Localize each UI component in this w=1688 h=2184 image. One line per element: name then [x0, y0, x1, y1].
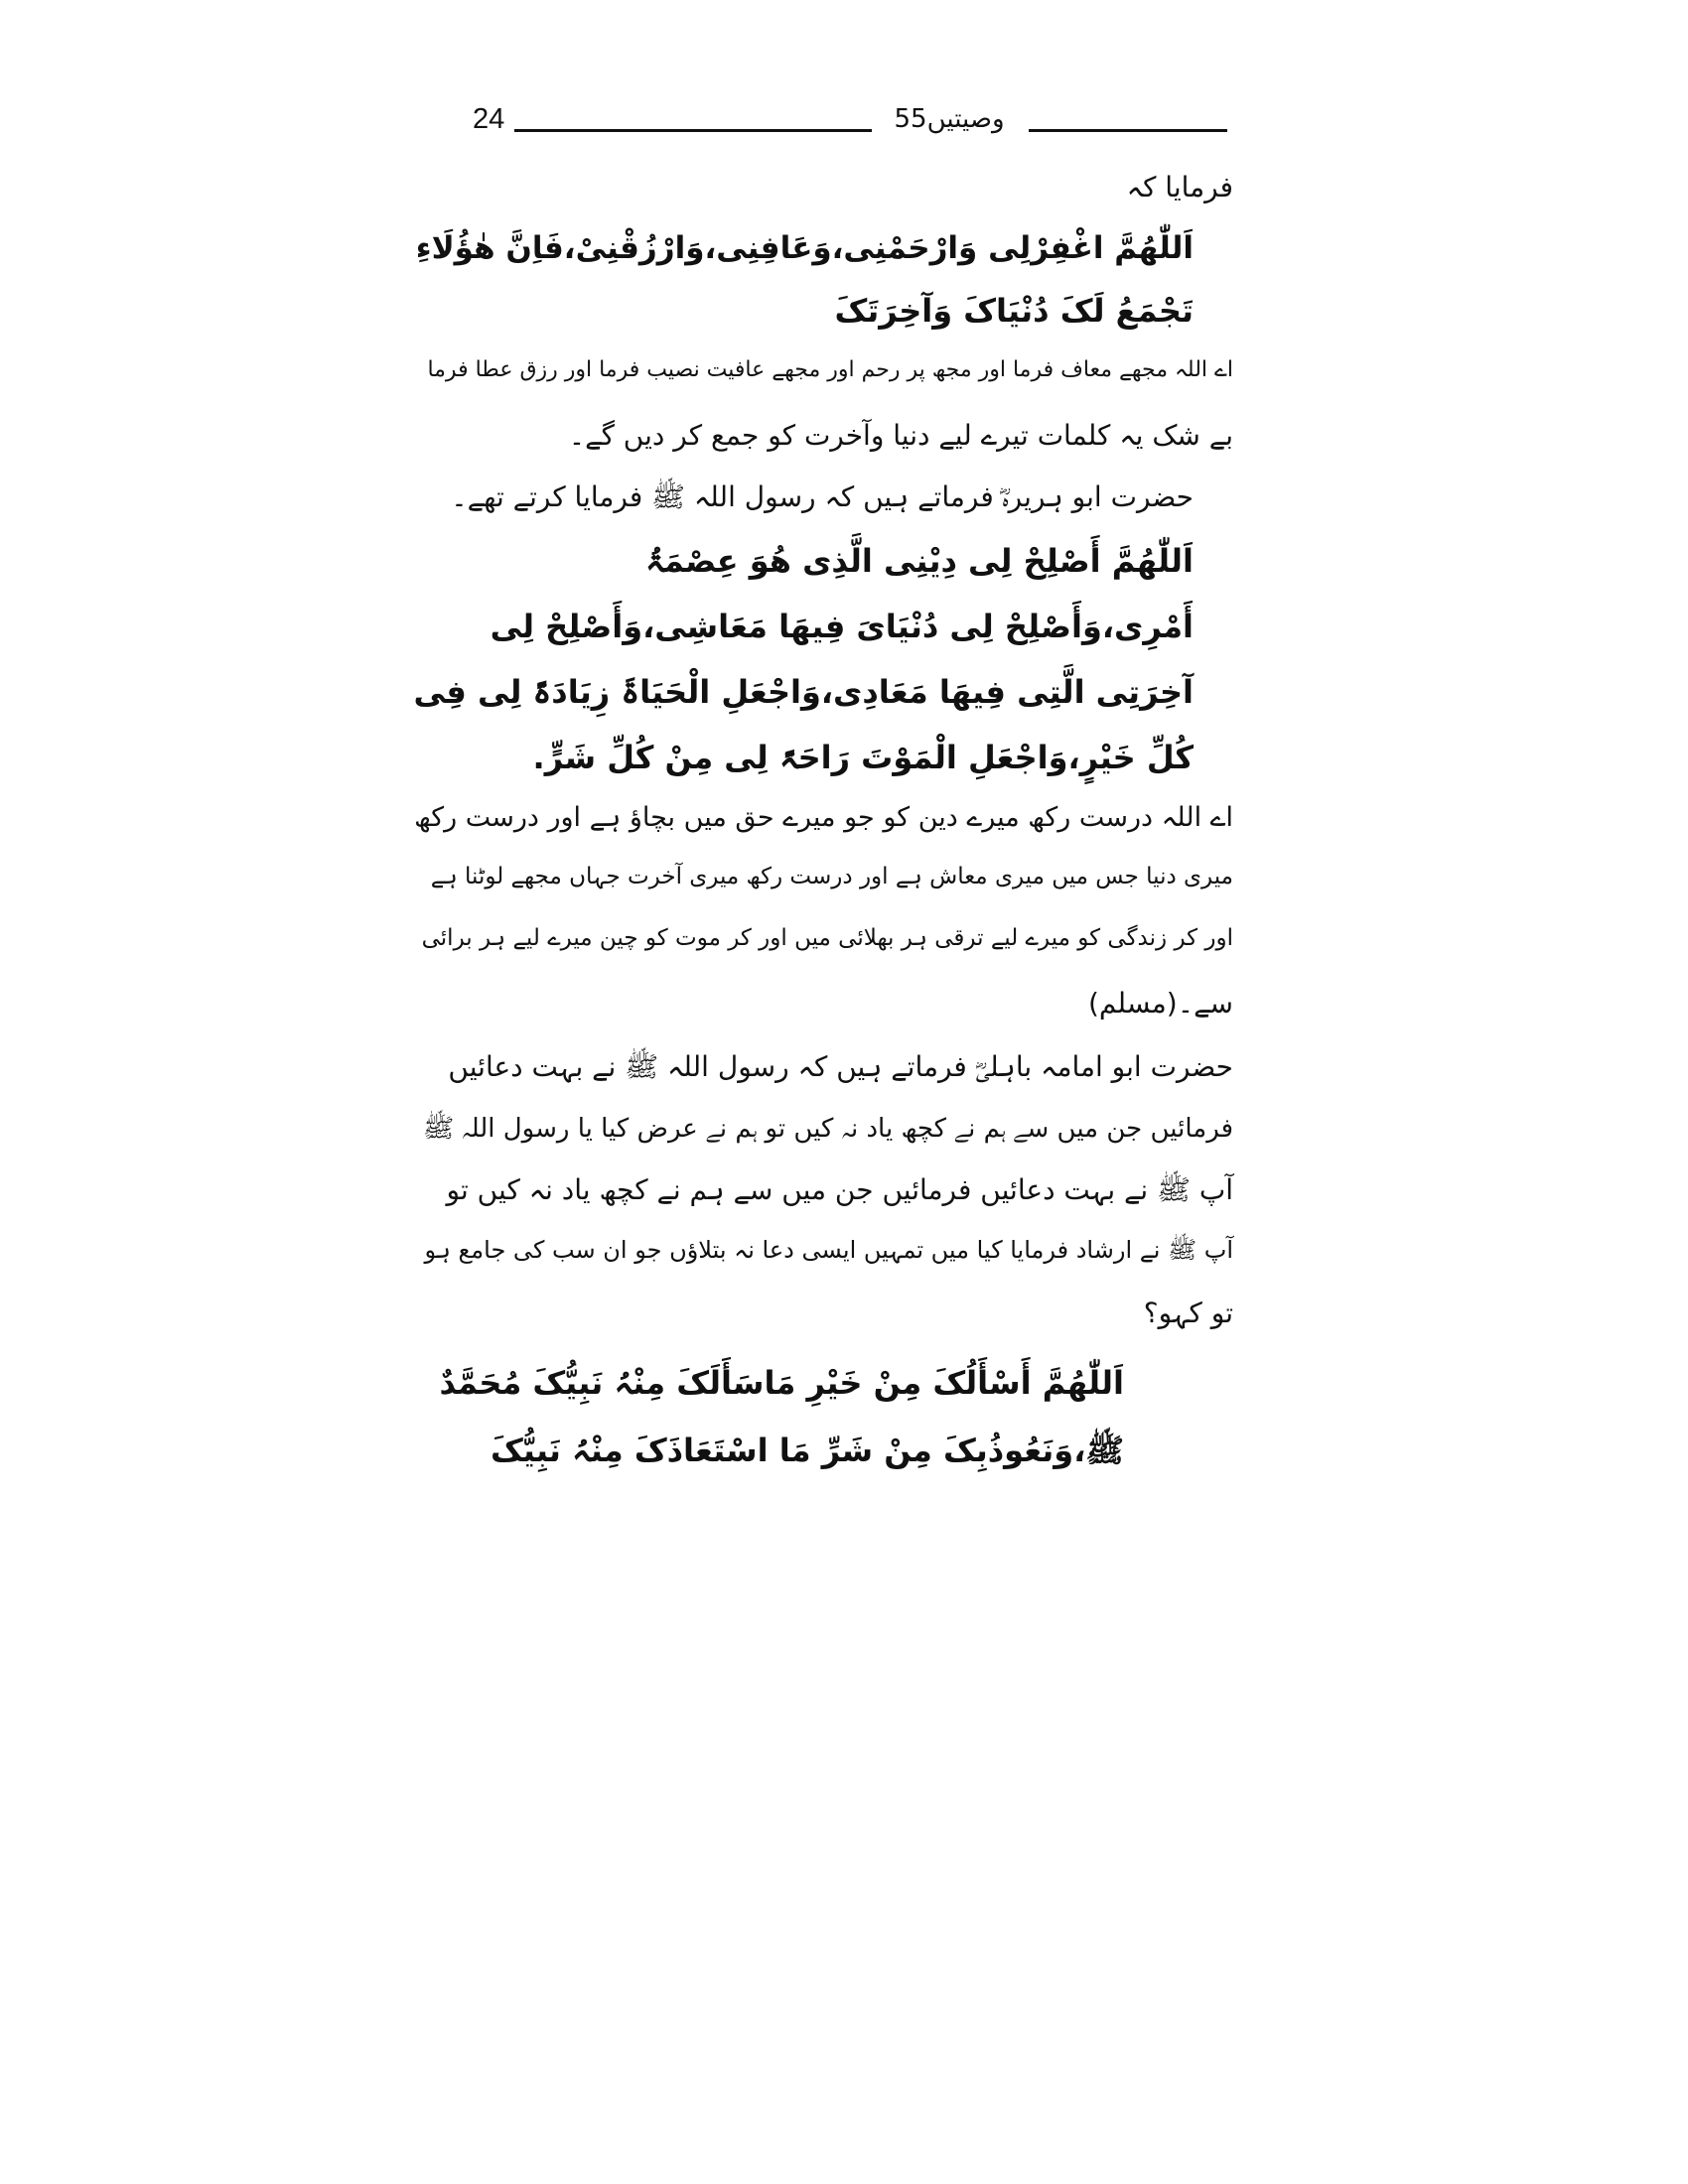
arabic-dua-line: تَجْمَعُ لَکَ دُنْیَاکَ وَآخِرَتَکَ — [834, 292, 1194, 330]
header-rule-right — [1029, 129, 1227, 132]
urdu-text-line: تو کہو؟ — [1143, 1297, 1233, 1329]
arabic-dua-line: ﷺ،وَنَعُوذُبِکَ مِنْ شَرِّ مَا اسْتَعَاذَکَ مِنْہُ نَبِیُّکَ — [491, 1432, 1124, 1469]
book-title: 55وصیتیں — [894, 104, 1005, 134]
page-number: 24 — [473, 103, 505, 135]
urdu-text-line: بے شک یہ کلمات تیرے لیے دنیا وآخرت کو جمع کر دیں گے۔ — [568, 419, 1233, 452]
urdu-text-line: اے اللہ مجھے معاف فرما اور مجھ پر رحم اور مجھے عافیت نصیب فرما اور رزق عطا فرما — [427, 357, 1233, 382]
arabic-dua-line: اَللّٰھُمَّ اغْفِرْلِی وَارْحَمْنِی،وَعَافِنِی،وَارْزُقْنِیْ،فَاِنَّ ھٰؤُلَاءِ — [415, 230, 1194, 266]
urdu-text-line: سے۔(مسلم) — [1087, 987, 1233, 1020]
header-rule-left — [514, 129, 872, 132]
page-header — [473, 101, 1227, 137]
arabic-dua-line: کُلِّ خَیْرٍ،وَاجْعَلِ الْمَوْتَ رَاحَۃً لِی مِنْ کُلِّ شَرٍّ. — [532, 739, 1194, 776]
urdu-text-line: فرمایا کہ — [1126, 171, 1233, 204]
arabic-dua-line: آخِرَتِی الَّتِی فِیھَا مَعَادِی،وَاجْعَلِ الْحَیَاۃَ زِیَادَۃً لِی فِی — [413, 673, 1194, 711]
arabic-dua-line: اَللّٰھُمَّ أَصْلِحْ لِی دِیْنِی الَّذِی ھُوَ عِصْمَۃُ — [644, 542, 1194, 580]
urdu-text-line: اے اللہ درست رکھ میرے دین کو جو میرے حق میں بچاؤ ہے اور درست رکھ — [414, 802, 1233, 833]
urdu-text-line: میری دنیا جس میں میری معاش ہے اور درست رکھ میری آخرت جہاں مجھے لوٹنا ہے — [430, 864, 1233, 889]
urdu-text-line: آپ ﷺ نے بہت دعائیں فرمائیں جن میں سے ہم نے کچھ یاد نہ کیں تو — [446, 1173, 1233, 1206]
arabic-dua-line: اَللّٰھُمَّ أَسْأَلُکَ مِنْ خَیْرِ مَاسَأَلَکَ مِنْہُ نَبِیُّکَ مُحَمَّدٌ — [439, 1364, 1124, 1402]
urdu-text-line: آپ ﷺ نے ارشاد فرمایا کیا میں تمہیں ایسی دعا نہ بتلاؤں جو ان سب کی جامع ہو — [424, 1236, 1233, 1264]
urdu-text-line: حضرت ابو امامہ باہلیؓ فرماتے ہیں کہ رسول اللہ ﷺ نے بہت دعائیں — [448, 1050, 1233, 1083]
urdu-text-line: حضرت ابو ہریرہؓ فرماتے ہیں کہ رسول اللہ ﷺ فرمایا کرتے تھے۔ — [451, 480, 1194, 513]
urdu-text-line: اور کر زندگی کو میرے لیے ترقی ہر بھلائی میں اور کر موت کو چین میرے لیے ہر برائی — [421, 925, 1233, 951]
urdu-text-line: فرمائیں جن میں سے ہم نے کچھ یاد نہ کیں تو ہم نے عرض کیا یا رسول اللہ ﷺ — [422, 1114, 1233, 1144]
arabic-dua-line: أَمْرِی،وَأَصْلِحْ لِی دُنْیَایَ فِیھَا مَعَاشِی،وَأَصْلِحْ لِی — [490, 608, 1194, 645]
